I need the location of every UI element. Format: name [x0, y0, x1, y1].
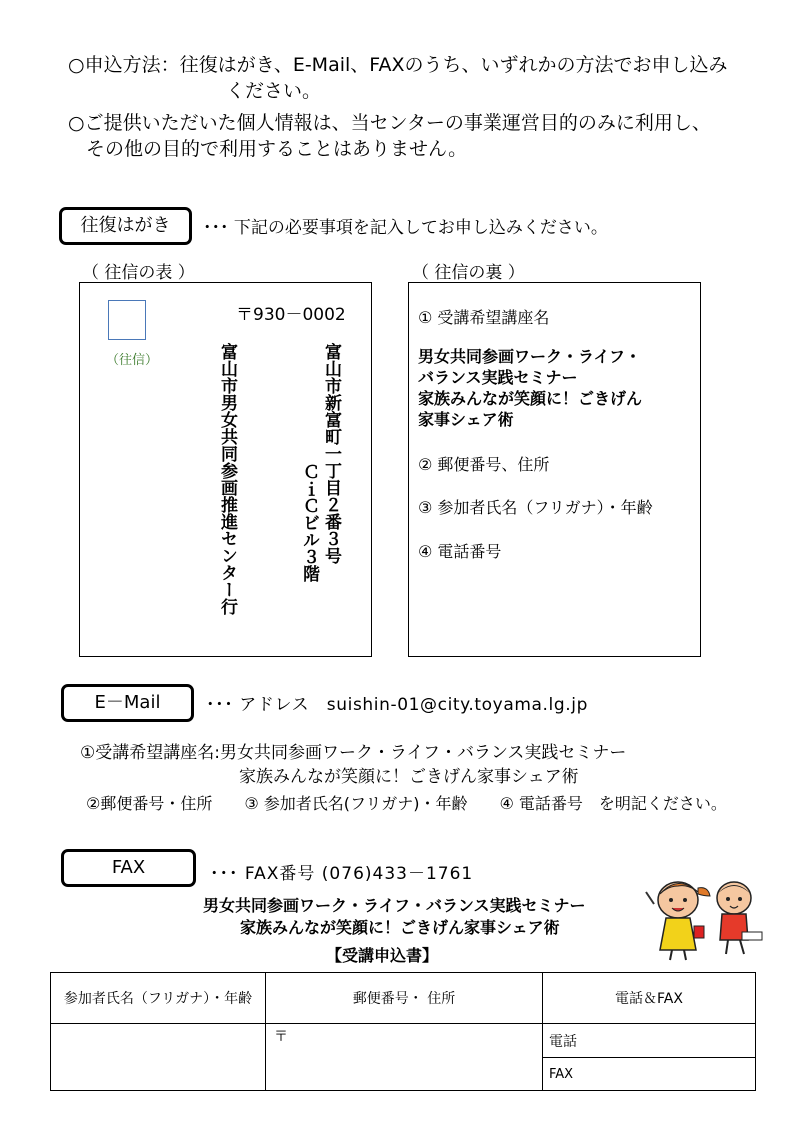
kids-illustration: [638, 874, 766, 964]
stamp-label: （往信）: [106, 353, 159, 368]
recipient: 富山市男女共同参画推進センター行: [217, 343, 237, 615]
item-name-age: ③ 参加者氏名（フリガナ）・年齢: [418, 498, 653, 517]
course-line4: 家事シェア術: [418, 410, 514, 429]
method-note-line1: ○申込方法：往復はがき、E-Mail、FAXのうち、いずれかの方法でお申し込み: [68, 54, 728, 76]
email-line3: ②郵便番号・住所 ③ 参加者氏名(フリガナ)・年齢 ④ 電話番号 を明記ください。: [86, 794, 727, 813]
postcard-description: ･･･ 下記の必要事項を記入してお申し込みください。: [203, 218, 608, 238]
column-header-name: 参加者氏名（フリガナ）・年齢: [51, 973, 266, 1024]
fax-description: ･･･ FAX番号 (076)433－1761: [210, 864, 474, 884]
column-header-address: 郵便番号・ 住所: [266, 973, 543, 1024]
course-line2: バランス実践セミナー: [418, 368, 578, 387]
fax-label: FAX: [61, 849, 196, 887]
column-header-contact: 電話＆FAX: [543, 973, 756, 1024]
email-line1: ①受講希望講座名:男女共同参画ワーク・ライフ・バランス実践セミナー: [80, 743, 627, 763]
phone-label: 電話: [549, 1033, 577, 1050]
course-line3: 家族みんなが笑顔に！ごきげん: [418, 389, 643, 408]
postal-mark: 〒: [274, 1029, 288, 1045]
address-line2: ＣｉＣビル３階: [299, 463, 319, 582]
item-postal-address: ② 郵便番号、住所: [418, 455, 550, 474]
fax-title-line1: 男女共同参画ワーク・ライフ・バランス実践セミナー: [203, 896, 586, 915]
email-line2: 家族みんなが笑顔に！ごきげん家事シェア術: [239, 767, 579, 787]
postcard-label: 往復はがき: [59, 207, 192, 245]
course-line1: 男女共同参画ワーク・ライフ・: [418, 347, 642, 366]
fax-cell[interactable]: [543, 1058, 756, 1091]
privacy-note-line1: ○ご提供いただいた個人情報は、当センターの事業運営目的のみに利用し、: [68, 112, 711, 134]
postcard-front: [79, 282, 372, 657]
email-label: E－Mail: [61, 684, 194, 722]
postal-code: 〒930－0002: [236, 305, 346, 325]
name-age-cell[interactable]: [51, 1024, 266, 1091]
postcard-back-title: （ 往信の裏 ）: [412, 263, 525, 283]
item-phone: ④ 電話番号: [418, 542, 502, 561]
stamp-box: [108, 300, 146, 340]
phone-cell[interactable]: [543, 1024, 756, 1058]
fax-title-line2: 家族みんなが笑顔に！ごきげん家事シェア術: [240, 918, 560, 937]
address-cell[interactable]: [266, 1024, 543, 1091]
form-title: 【受講申込書】: [326, 946, 439, 965]
email-description: ･･･ アドレス suishin-01@city.toyama.lg.jp: [206, 695, 588, 715]
address-line1: 富山市新富町一丁目２番３号: [321, 343, 341, 564]
postcard-front-title: （ 往信の表 ）: [82, 263, 195, 283]
method-note-line2: ください。: [226, 80, 322, 102]
item-course-name: ① 受講希望講座名: [418, 308, 550, 327]
postcard-back: [408, 282, 701, 657]
privacy-note-line2: その他の目的で利用することはありません。: [86, 138, 468, 160]
application-form-table: [50, 972, 756, 1091]
fax-field-label: FAX: [549, 1066, 574, 1082]
